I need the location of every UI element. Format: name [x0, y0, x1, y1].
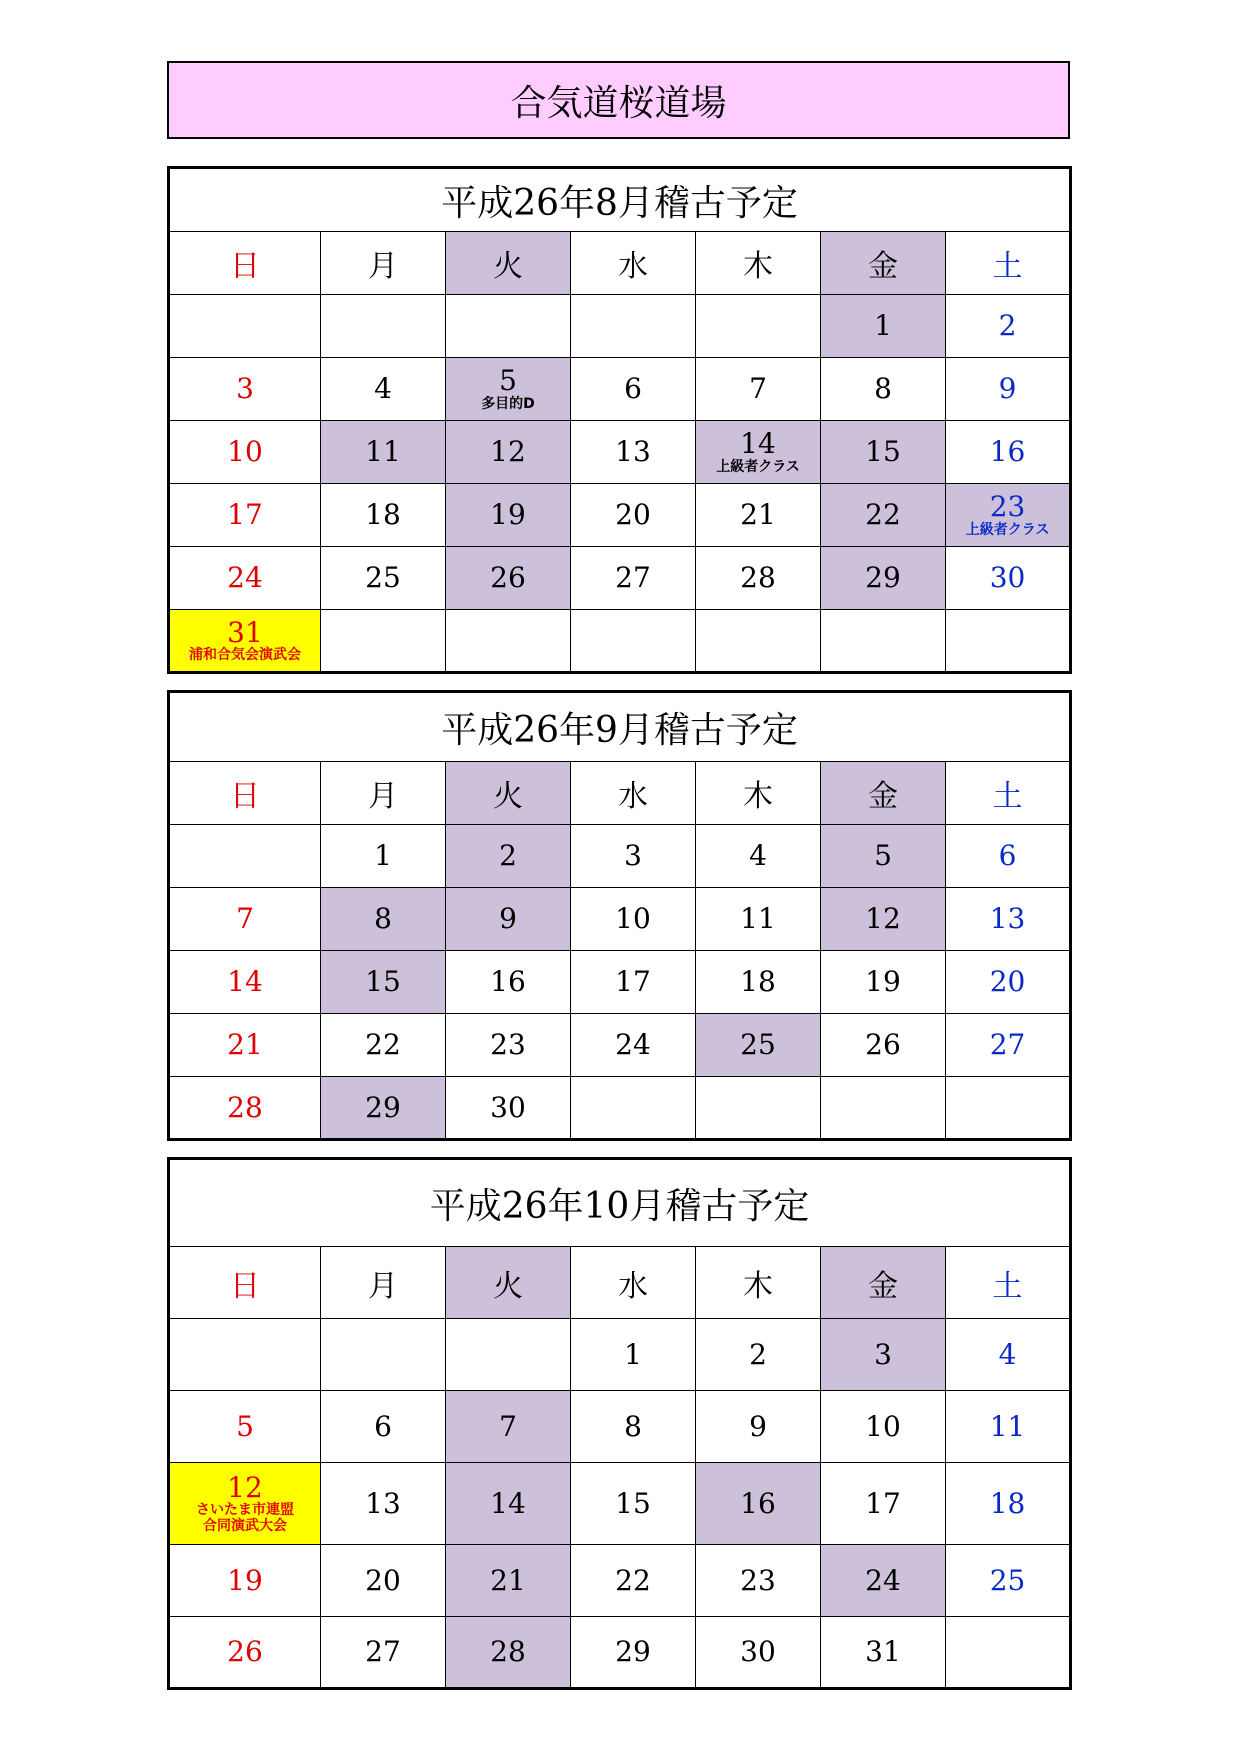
day-number: 1 [624, 1337, 642, 1371]
empty-day-cell [169, 825, 321, 888]
weekday-header: 金 [821, 232, 946, 295]
calendar-day-cell [821, 295, 946, 358]
day-number: 15 [615, 1486, 651, 1520]
empty-day-cell [696, 1077, 821, 1140]
calendar-day-cell [696, 1617, 821, 1689]
calendar-title: 平成26年10月稽古予定 [169, 1159, 1071, 1247]
weekday-header: 火 [446, 232, 571, 295]
day-number: 9 [749, 1409, 767, 1443]
calendar-day-cell [571, 1617, 696, 1689]
calendar-day-cell [946, 825, 1071, 888]
weekday-header: 金 [821, 762, 946, 825]
calendar-day-cell [821, 1463, 946, 1545]
day-number: 5 [874, 839, 892, 873]
day-number: 15 [365, 965, 401, 999]
day-number: 16 [740, 1486, 776, 1520]
empty-day-cell [169, 295, 321, 358]
calendar-day-cell [821, 484, 946, 547]
day-number: 24 [615, 1028, 651, 1062]
calendar-day-cell [696, 547, 821, 610]
day-number: 18 [989, 1486, 1026, 1520]
day-number: 18 [740, 965, 776, 999]
calendar-day-cell [169, 1014, 321, 1077]
calendar-october [167, 1157, 1072, 1690]
day-number: 15 [865, 435, 901, 469]
day-number: 8 [624, 1409, 642, 1443]
day-number: 28 [227, 1090, 263, 1124]
calendar-day-cell [571, 421, 696, 484]
calendar-day-cell [169, 484, 321, 547]
day-number: 25 [989, 1563, 1026, 1597]
weekday-header: 木 [696, 762, 821, 825]
weekday-header: 日 [169, 762, 321, 825]
calendar-day-cell [821, 421, 946, 484]
calendar-day-cell [321, 888, 446, 951]
calendar-day-cell [571, 1014, 696, 1077]
calendar-day-cell [446, 888, 571, 951]
day-number: 2 [749, 1337, 767, 1371]
empty-day-cell [946, 610, 1071, 673]
day-number: 30 [989, 561, 1026, 595]
calendar-day-cell [821, 1617, 946, 1689]
calendar-day-cell [696, 1545, 821, 1617]
weekday-header-row [169, 1247, 1071, 1319]
day-number: 11 [989, 1409, 1026, 1443]
week-row [169, 547, 1071, 610]
weekday-header: 月 [321, 232, 446, 295]
calendar-day-cell [571, 1545, 696, 1617]
week-row [169, 610, 1071, 673]
calendar-day-cell [169, 888, 321, 951]
calendar-day-cell [446, 1391, 571, 1463]
calendar-day-cell [571, 358, 696, 421]
calendar-day-cell [946, 1319, 1071, 1391]
week-row [169, 951, 1071, 1014]
day-number: 29 [865, 561, 901, 595]
calendar-day-cell [821, 888, 946, 951]
calendar-day-cell [169, 1391, 321, 1463]
calendar-day-cell [446, 1077, 571, 1140]
weekday-header: 土 [946, 762, 1071, 825]
day-number: 20 [365, 1563, 401, 1597]
calendar-day-cell [321, 1463, 446, 1545]
calendar-day-cell [821, 1014, 946, 1077]
calendar-day-cell [946, 1545, 1071, 1617]
day-number: 9 [998, 372, 1017, 406]
empty-day-cell [321, 610, 446, 673]
weekday-header: 木 [696, 232, 821, 295]
calendar-day-cell [169, 1545, 321, 1617]
day-number: 3 [236, 372, 254, 406]
day-number: 3 [624, 839, 642, 873]
calendar-day-cell [821, 1319, 946, 1391]
empty-day-cell [696, 295, 821, 358]
empty-day-cell [446, 295, 571, 358]
day-number: 19 [227, 1563, 263, 1597]
weekday-header: 水 [571, 762, 696, 825]
calendar-day-cell [821, 547, 946, 610]
calendar-day-cell [446, 951, 571, 1014]
day-number: 31 [865, 1635, 901, 1669]
event-note: さいたま市連盟 合同演武大会 [196, 1502, 294, 1535]
calendar-day-cell [821, 1391, 946, 1463]
calendar-day-cell [946, 295, 1071, 358]
day-number: 23 [740, 1563, 776, 1597]
empty-day-cell [946, 1617, 1071, 1689]
day-number: 5 [236, 1409, 254, 1443]
week-row [169, 484, 1071, 547]
day-number: 4 [749, 839, 767, 873]
calendar-day-cell [321, 1014, 446, 1077]
calendar-day-cell [696, 1319, 821, 1391]
calendar-day-cell [169, 951, 321, 1014]
week-row [169, 358, 1071, 421]
calendar-day-cell [321, 547, 446, 610]
calendar-day-cell [571, 1391, 696, 1463]
day-number: 7 [499, 1409, 517, 1443]
day-number: 4 [374, 372, 392, 406]
calendar-day-cell [321, 1077, 446, 1140]
day-number: 2 [499, 839, 517, 873]
calendar-day-cell [169, 547, 321, 610]
calendar-day-cell [446, 358, 571, 421]
empty-day-cell [821, 610, 946, 673]
week-row [169, 1617, 1071, 1689]
calendar-day-cell [946, 1014, 1071, 1077]
weekday-header-row [169, 762, 1071, 825]
day-number: 30 [490, 1090, 526, 1124]
calendar-day-cell [321, 358, 446, 421]
calendar-day-cell [696, 1391, 821, 1463]
day-number: 29 [615, 1635, 651, 1669]
day-number: 7 [749, 372, 767, 406]
day-number: 21 [740, 498, 776, 532]
empty-day-cell [321, 295, 446, 358]
weekday-header: 火 [446, 762, 571, 825]
day-number: 14 [490, 1486, 526, 1520]
calendar-day-cell [169, 1077, 321, 1140]
calendar-august [167, 166, 1072, 674]
day-number: 1 [374, 839, 392, 873]
calendar-day-cell [571, 951, 696, 1014]
day-number: 4 [998, 1337, 1017, 1371]
calendar-day-cell [946, 888, 1071, 951]
empty-day-cell [446, 610, 571, 673]
calendar-day-cell [169, 1463, 321, 1545]
week-row [169, 1319, 1071, 1391]
day-number: 11 [740, 902, 776, 936]
week-row [169, 825, 1071, 888]
weekday-header: 土 [946, 232, 1071, 295]
empty-day-cell [696, 610, 821, 673]
day-number: 13 [615, 435, 651, 469]
day-number: 31 [227, 615, 263, 649]
page-title: 合気道桜道場 [167, 61, 1070, 139]
empty-day-cell [821, 1077, 946, 1140]
calendar-day-cell [321, 825, 446, 888]
event-note: 上級者クラス [965, 521, 1050, 538]
weekday-header: 金 [821, 1247, 946, 1319]
day-number: 6 [624, 372, 642, 406]
empty-day-cell [446, 1319, 571, 1391]
day-number: 5 [499, 364, 517, 398]
calendar-day-cell [821, 358, 946, 421]
day-number: 16 [989, 435, 1026, 469]
empty-day-cell [571, 610, 696, 673]
day-number: 22 [615, 1563, 651, 1597]
day-number: 24 [227, 561, 263, 595]
calendar-title: 平成26年9月稽古予定 [169, 692, 1071, 762]
calendar-day-cell [446, 421, 571, 484]
day-number: 16 [490, 965, 526, 999]
day-number: 24 [865, 1563, 901, 1597]
day-number: 10 [227, 435, 263, 469]
day-number: 25 [740, 1028, 776, 1062]
empty-day-cell [571, 1077, 696, 1140]
week-row [169, 1545, 1071, 1617]
day-number: 2 [998, 309, 1017, 343]
calendar-day-cell [571, 888, 696, 951]
day-number: 22 [365, 1028, 401, 1062]
calendar-day-cell [446, 1014, 571, 1077]
calendar-day-cell [696, 1014, 821, 1077]
empty-day-cell [571, 295, 696, 358]
weekday-header: 日 [169, 1247, 321, 1319]
weekday-header: 水 [571, 232, 696, 295]
week-row [169, 295, 1071, 358]
week-row [169, 1014, 1071, 1077]
calendar-day-cell [446, 1617, 571, 1689]
calendar-day-cell [571, 484, 696, 547]
week-row [169, 421, 1071, 484]
day-number: 26 [865, 1028, 901, 1062]
calendar-day-cell [821, 951, 946, 1014]
day-number: 8 [374, 902, 392, 936]
calendar-day-cell [571, 1463, 696, 1545]
day-number: 28 [740, 561, 776, 595]
day-number: 10 [615, 902, 651, 936]
calendar-day-cell [321, 1391, 446, 1463]
calendar-day-cell [696, 825, 821, 888]
day-number: 13 [989, 902, 1026, 936]
calendar-day-cell [946, 1463, 1071, 1545]
day-number: 25 [365, 561, 401, 595]
weekday-header: 火 [446, 1247, 571, 1319]
calendar-day-cell [446, 1545, 571, 1617]
calendar-day-cell [571, 547, 696, 610]
calendar-day-cell [571, 825, 696, 888]
day-number: 22 [865, 498, 901, 532]
day-number: 9 [499, 902, 517, 936]
day-number: 7 [236, 902, 254, 936]
calendar-day-cell [446, 484, 571, 547]
calendar-day-cell [946, 421, 1071, 484]
calendar-day-cell [696, 951, 821, 1014]
day-number: 1 [874, 309, 892, 343]
calendar-day-cell [169, 358, 321, 421]
empty-day-cell [169, 1319, 321, 1391]
calendar-day-cell [946, 484, 1071, 547]
calendar-day-cell [696, 1463, 821, 1545]
calendar-day-cell [169, 610, 321, 673]
day-number: 3 [874, 1337, 892, 1371]
weekday-header: 日 [169, 232, 321, 295]
week-row [169, 1391, 1071, 1463]
day-number: 21 [490, 1563, 526, 1597]
day-number: 6 [374, 1409, 392, 1443]
day-number: 8 [874, 372, 892, 406]
empty-day-cell [321, 1319, 446, 1391]
calendar-day-cell [169, 1617, 321, 1689]
day-number: 26 [490, 561, 526, 595]
day-number: 23 [490, 1028, 526, 1062]
day-number: 26 [227, 1635, 263, 1669]
day-number: 17 [865, 1486, 901, 1520]
day-number: 18 [365, 498, 401, 532]
calendar-day-cell [821, 825, 946, 888]
calendar-day-cell [946, 547, 1071, 610]
day-number: 6 [998, 839, 1017, 873]
weekday-header-row [169, 232, 1071, 295]
calendar-september [167, 690, 1072, 1141]
day-number: 20 [615, 498, 651, 532]
calendar-day-cell [946, 951, 1071, 1014]
day-number: 20 [989, 965, 1026, 999]
day-number: 19 [490, 498, 526, 532]
week-row [169, 1463, 1071, 1545]
day-number: 27 [989, 1028, 1026, 1062]
day-number: 28 [490, 1635, 526, 1669]
calendar-day-cell [571, 1319, 696, 1391]
day-number: 27 [615, 561, 651, 595]
day-number: 30 [740, 1635, 776, 1669]
day-number: 12 [227, 1470, 263, 1504]
calendar-day-cell [321, 1617, 446, 1689]
empty-day-cell [946, 1077, 1071, 1140]
day-number: 14 [227, 965, 263, 999]
day-number: 11 [365, 435, 401, 469]
calendar-day-cell [696, 888, 821, 951]
calendar-day-cell [446, 547, 571, 610]
weekday-header: 月 [321, 1247, 446, 1319]
calendar-day-cell [446, 1463, 571, 1545]
calendar-day-cell [321, 484, 446, 547]
calendar-day-cell [696, 358, 821, 421]
weekday-header: 土 [946, 1247, 1071, 1319]
calendar-day-cell [821, 1545, 946, 1617]
day-number: 21 [227, 1028, 263, 1062]
day-number: 17 [615, 965, 651, 999]
day-number: 17 [227, 498, 263, 532]
day-number: 23 [989, 490, 1026, 524]
day-number: 13 [365, 1486, 401, 1520]
day-number: 14 [740, 427, 776, 461]
day-number: 12 [865, 902, 901, 936]
event-note: 浦和合気会演武会 [189, 647, 301, 664]
calendar-day-cell [946, 358, 1071, 421]
calendar-title: 平成26年8月稽古予定 [169, 168, 1071, 232]
day-number: 12 [490, 435, 526, 469]
calendar-day-cell [946, 1391, 1071, 1463]
calendar-day-cell [696, 484, 821, 547]
weekday-header: 木 [696, 1247, 821, 1319]
day-number: 29 [365, 1090, 401, 1124]
calendar-day-cell [446, 825, 571, 888]
calendar-day-cell [321, 951, 446, 1014]
event-note: 上級者クラス [716, 458, 800, 475]
calendar-day-cell [696, 421, 821, 484]
day-number: 19 [865, 965, 901, 999]
calendar-day-cell [321, 1545, 446, 1617]
weekday-header: 水 [571, 1247, 696, 1319]
event-note: 多目的D [481, 395, 535, 412]
week-row [169, 1077, 1071, 1140]
day-number: 10 [865, 1409, 901, 1443]
calendar-day-cell [169, 421, 321, 484]
week-row [169, 888, 1071, 951]
day-number: 27 [365, 1635, 401, 1669]
calendar-day-cell [321, 421, 446, 484]
weekday-header: 月 [321, 762, 446, 825]
